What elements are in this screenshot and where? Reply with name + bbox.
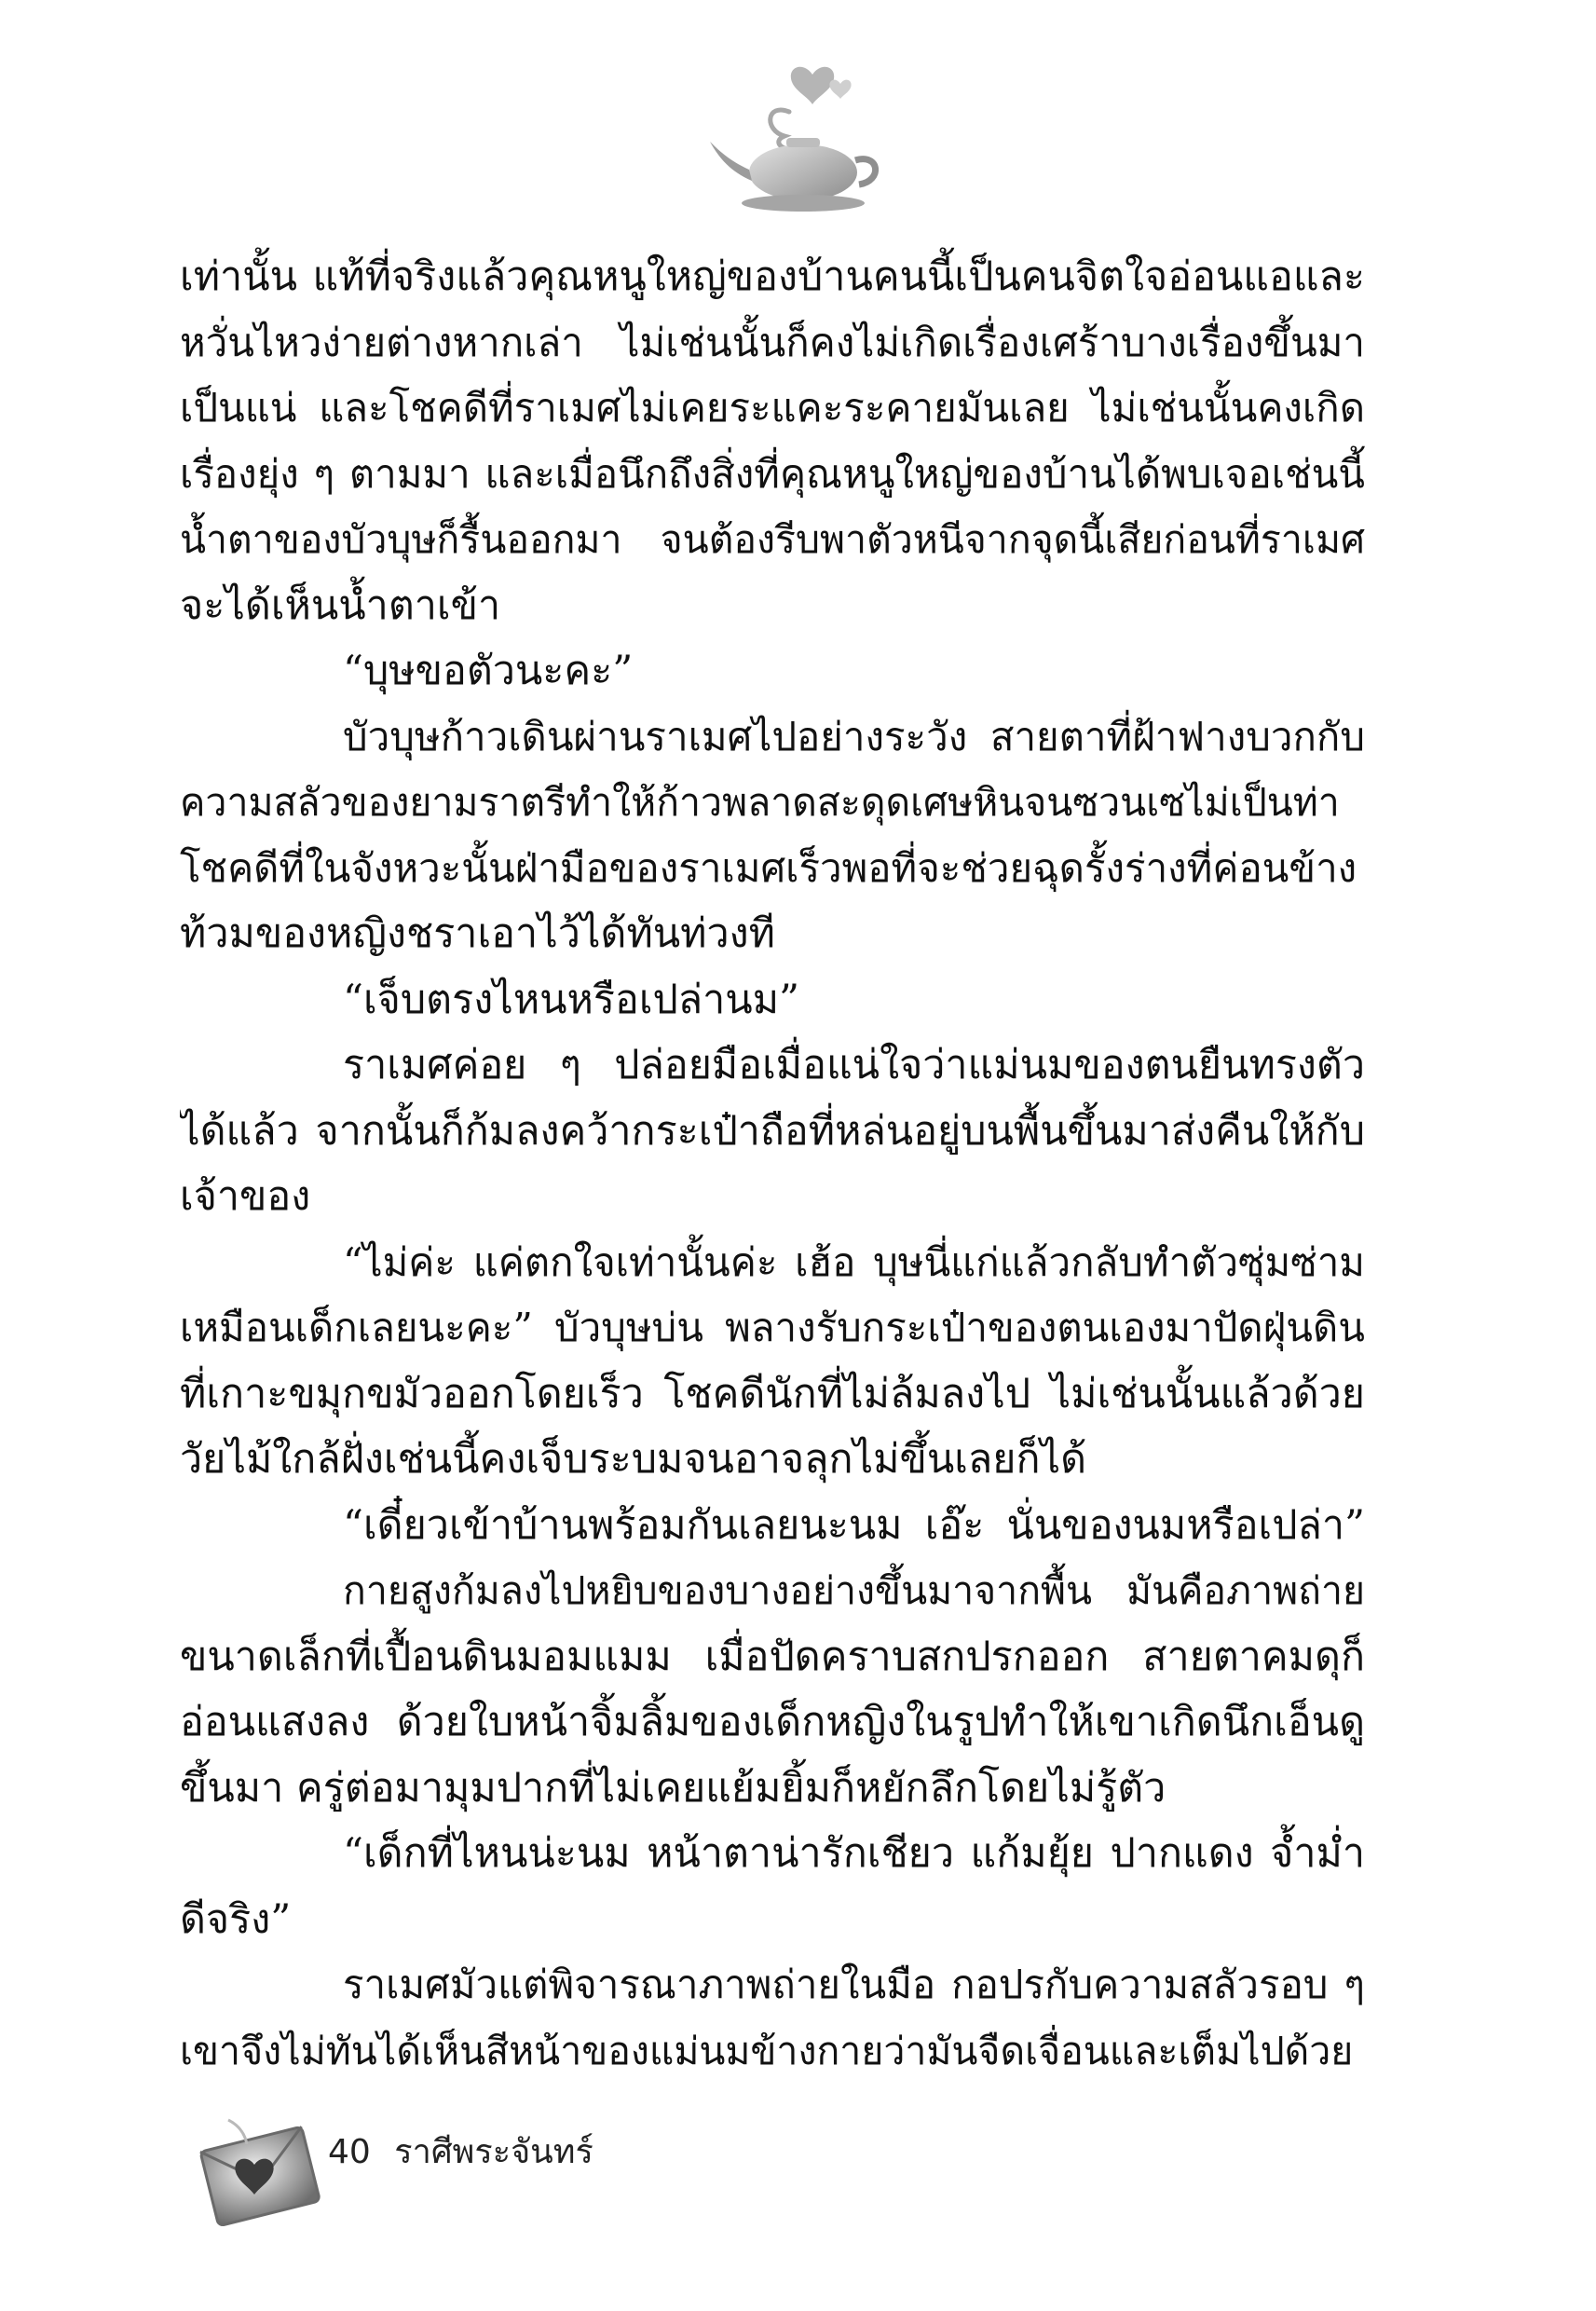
text-line: หวั่นไหวง่ายต่างหากเล่า ไม่เช่นนั้นก็คงไม่เกิดเรื่องเศร้าบางเรื่องขึ้นมา xyxy=(180,319,1365,365)
page-footer xyxy=(328,2125,607,2181)
text-line: “เด็กที่ไหนน่ะนม หน้าตาน่ารักเชียว แก้มยุ้ย ปากแดง จ้ำม่ำ xyxy=(343,1830,1365,1877)
text-line: ที่เกาะขมุกขมัวออกโดยเร็ว โชคดีนักที่ไม่ล้มลงไป ไม่เช่นนั้นแล้วด้วย xyxy=(180,1370,1365,1417)
text-line: ท้วมของหญิงชราเอาไว้ได้ทันท่วงที xyxy=(180,910,776,957)
text-line: ได้แล้ว จากนั้นก็ก้มลงคว้ากระเป๋าถือที่หล่นอยู่บนพื้นขึ้นมาส่งคืนให้กับ xyxy=(180,1107,1365,1155)
text-line: เขาจึงไม่ทันได้เห็นสีหน้าของแม่นมข้างกายว่ามันจืดเจื่อนและเต็มไปด้วย xyxy=(180,2028,1354,2073)
text-line: บัวบุษก้าวเดินผ่านราเมศไปอย่างระวัง สายตาที่ฝ้าฟางบวกกับ xyxy=(343,713,1365,759)
text-line: วัยไม้ใกล้ฝั่งเช่นนี้คงเจ็บระบมจนอาจลุกไม่ขึ้นเลยก็ได้ xyxy=(180,1436,1087,1483)
text-line: ขึ้นมา ครู่ต่อมามุมปากที่ไม่เคยแย้มยิ้มก็หยักลึกโดยไม่รู้ตัว xyxy=(180,1764,1166,1812)
envelope-heart-ornament-icon xyxy=(191,2101,326,2241)
text-line: “เจ็บตรงไหนหรือเปล่านม” xyxy=(343,976,800,1023)
text-line: ราเมศค่อย ๆ ปล่อยมือเมื่อแน่ใจว่าแม่นมของตนยืนทรงตัว xyxy=(343,1042,1365,1088)
book-title: ราศีพระจันทร์ xyxy=(394,2133,593,2171)
text-line: ความสลัวของยามราตรีทำให้ก้าวพลาดสะดุดเศษหินจนซวนเซไม่เป็นท่า xyxy=(180,780,1340,825)
teapot-heart-ornament-icon xyxy=(701,56,896,224)
text-line: อ่อนแสงลง ด้วยใบหน้าจิ้มลิ้มของเด็กหญิงในรูปทำให้เขาเกิดนึกเอ็นดู xyxy=(180,1699,1365,1745)
text-line: ดีจริง” xyxy=(180,1895,292,1943)
text-line: น้ำตาของบัวบุษก็รื้นออกมา จนต้องรีบพาตัวหนีจากจุดนี้เสียก่อนที่ราเมศ xyxy=(180,517,1365,562)
text-line: เท่านั้น แท้ที่จริงแล้วคุณหนูใหญ่ของบ้านคนนี้เป็นคนจิตใจอ่อนแอและ xyxy=(180,253,1365,300)
text-line: จะได้เห็นน้ำตาเข้า xyxy=(180,581,501,629)
text-line: “เดี๋ยวเข้าบ้านพร้อมกันเลยนะนม เอ๊ะ นั่นของนมหรือเปล่า” xyxy=(343,1501,1365,1549)
text-line: “ไม่ค่ะ แค่ตกใจเท่านั้นค่ะ เฮ้อ บุษนี่แก่แล้วกลับทำตัวซุ่มซ่าม xyxy=(343,1238,1365,1285)
text-line: ราเมศมัวแต่พิจารณาภาพถ่ายในมือ กอปรกับความสลัวรอบ ๆ xyxy=(343,1962,1365,2007)
text-line: เป็นแน่ และโชคดีที่ราเมศไม่เคยระแคะระคายมันเลย ไม่เช่นนั้นคงเกิด xyxy=(180,385,1365,431)
text-line: ขนาดเล็กที่เปื้อนดินมอมแมม เมื่อปัดคราบสกปรกออก สายตาคมดุก็ xyxy=(180,1633,1365,1680)
text-line: เจ้าของ xyxy=(180,1173,311,1220)
text-line: โชคดีที่ในจังหวะนั้นฝ่ามือของราเมศเร็วพอที่จะช่วยฉุดรั้งร่างที่ค่อนข้าง xyxy=(180,844,1357,891)
text-line: กายสูงก้มลงไปหยิบของบางอย่างขึ้นมาจากพื้น มันคือภาพถ่าย xyxy=(343,1568,1365,1613)
text-line: “บุษขอตัวนะคะ” xyxy=(343,648,634,694)
text-line: เรื่องยุ่ง ๆ ตามมา และเมื่อนึกถึงสิ่งที่คุณหนูใหญ่ของบ้านได้พบเจอเช่นนี้ xyxy=(180,450,1365,497)
page-number: 40 xyxy=(328,2133,371,2171)
text-line: เหมือนเด็กเลยนะคะ” บัวบุษบ่น พลางรับกระเป๋าของตนเองมาปัดฝุ่นดิน xyxy=(180,1305,1365,1350)
